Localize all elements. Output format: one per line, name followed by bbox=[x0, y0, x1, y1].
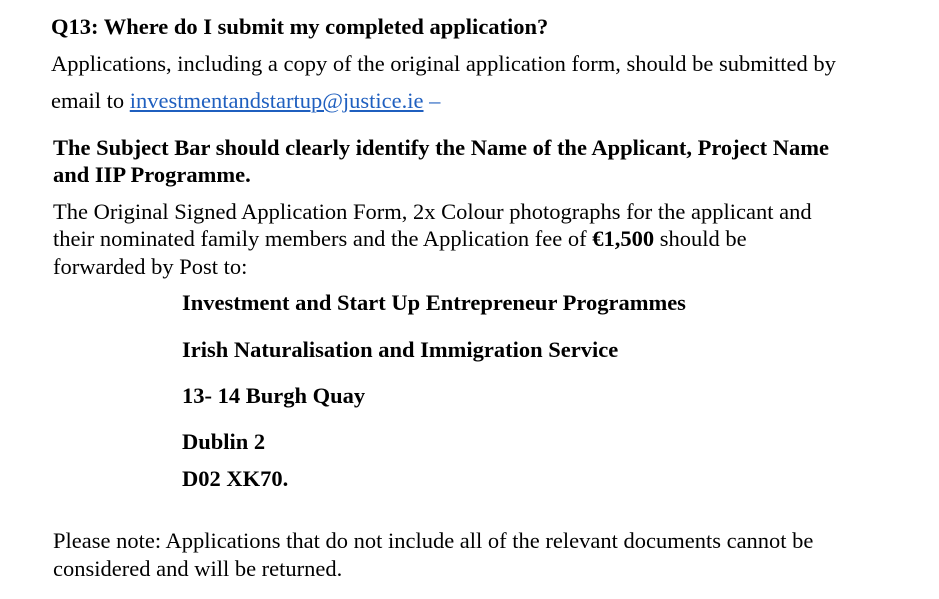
email-link[interactable]: investmentandstartup@justice.ie bbox=[129, 88, 424, 113]
address-line-2: Irish Naturalisation and Immigration Service bbox=[182, 337, 619, 362]
address-line-3: 13- 14 Burgh Quay bbox=[182, 383, 366, 408]
intro-text-line-1: Applications, including a copy of the original application form, should be submitted by bbox=[51, 51, 836, 76]
address-line-1: Investment and Start Up Entrepreneur Programmes bbox=[182, 290, 686, 315]
address-line-4: Dublin 2 bbox=[182, 429, 266, 454]
original-docs-line-2-suffix: should be bbox=[654, 226, 747, 251]
note-line-1: Please note: Applications that do not include all of the relevant documents cannot be bbox=[53, 528, 814, 553]
address-line-5: D02 XK70. bbox=[182, 466, 289, 491]
note-line-2: considered and will be returned. bbox=[53, 556, 343, 581]
original-docs-line-2 bbox=[53, 226, 747, 252]
intro-text-line-2 bbox=[51, 88, 440, 114]
subject-bar-line-1: The Subject Bar should clearly identify the Name of the Applicant, Project Name bbox=[53, 135, 829, 160]
question-heading: Q13: Where do I submit my completed application? bbox=[51, 14, 549, 39]
original-docs-line-3: forwarded by Post to: bbox=[53, 254, 248, 279]
original-docs-line-1: The Original Signed Application Form, 2x Colour photographs for the applicant and bbox=[53, 199, 812, 224]
intro-email-prefix: email to bbox=[51, 88, 130, 113]
intro-dash: – bbox=[423, 88, 441, 113]
application-fee: €1,500 bbox=[592, 226, 655, 251]
original-docs-line-2-prefix: their nominated family members and the Application fee of bbox=[53, 226, 593, 251]
subject-bar-line-2: and IIP Programme. bbox=[53, 162, 251, 187]
